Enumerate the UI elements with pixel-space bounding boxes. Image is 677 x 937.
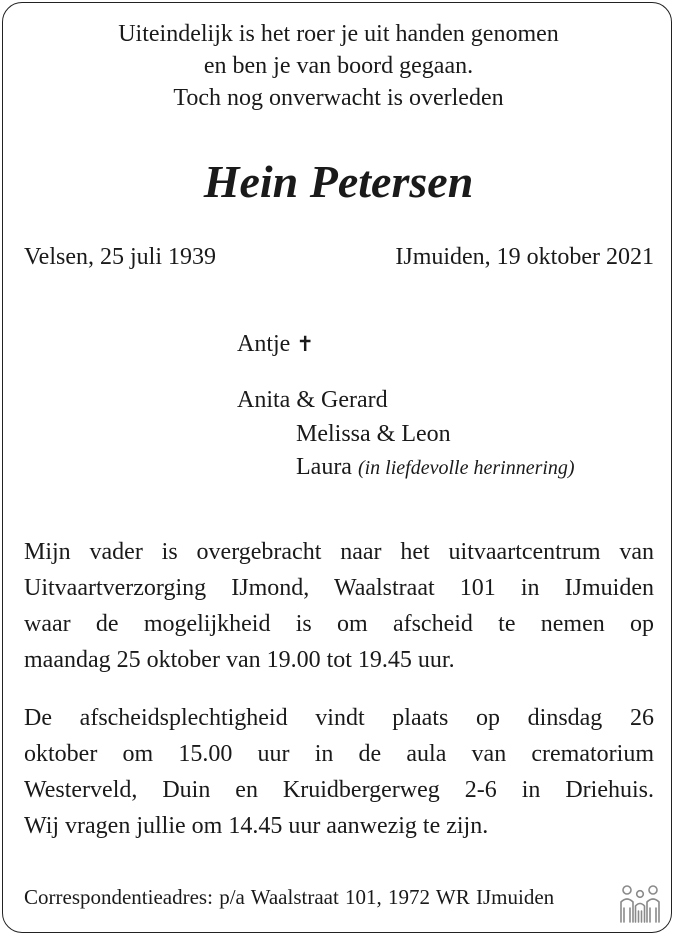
cross-icon: ✝	[296, 332, 314, 356]
birth-date: Velsen, 25 juli 1939	[24, 244, 216, 270]
child: Anita & Gerard	[237, 387, 388, 413]
spouse-name: Antje	[237, 331, 291, 357]
paragraph-line: oktober om 15.00 uur in de aula van crematorium	[24, 741, 654, 767]
paragraph-line: maandag 25 oktober van 19.00 tot 19.45 uur.	[24, 647, 455, 673]
paragraph-line: Mijn vader is overgebracht naar het uitvaartcentrum van	[24, 539, 654, 565]
grandchild: Melissa & Leon	[296, 421, 451, 447]
paragraph-line: Westerveld, Duin en Kruidbergerweg 2-6 in Driehuis.	[24, 777, 654, 803]
poem-line: Toch nog onverwacht is overleden	[173, 85, 504, 111]
transfer-paragraph	[24, 534, 654, 678]
correspondence-address: Correspondentieadres: p/a Waalstraat 101, 1972 WR IJmuiden	[24, 885, 555, 909]
spouse	[237, 328, 314, 360]
poem	[0, 18, 677, 114]
death-date: IJmuiden, 19 oktober 2021	[395, 244, 654, 270]
paragraph-line: Uitvaartverzorging IJmond, Waalstraat 101 in IJmuiden	[24, 575, 654, 601]
paragraph-line: waar de mogelijkheid is om afscheid te nemen op	[24, 611, 654, 637]
family-figures-icon	[616, 882, 664, 924]
paragraph-line: De afscheidsplechtigheid vindt plaats op dinsdag 26	[24, 705, 654, 731]
poem-line: en ben je van boord gegaan.	[203, 53, 474, 79]
deceased-name: Hein Petersen	[203, 156, 474, 207]
grandchild-name: Laura	[296, 454, 352, 480]
remembrance-note: (in liefdevolle herinnering)	[357, 457, 575, 479]
poem-line: Uiteindelijk is het roer je uit handen genomen	[118, 21, 559, 47]
grandchild	[296, 451, 575, 484]
ceremony-paragraph	[24, 700, 654, 844]
paragraph-line: Wij vragen jullie om 14.45 uur aanwezig te zijn.	[24, 813, 489, 839]
life-dates	[24, 241, 654, 273]
